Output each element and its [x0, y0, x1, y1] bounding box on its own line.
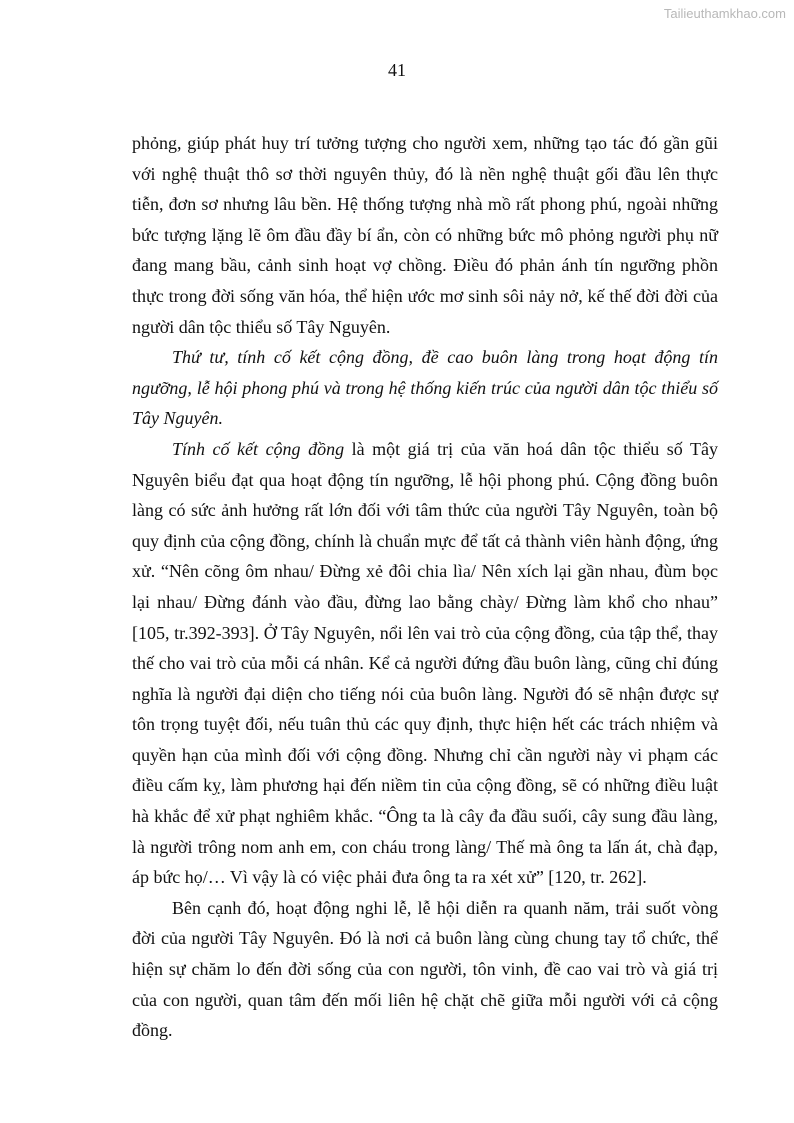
watermark: Tailieuthamkhao.com: [663, 6, 786, 21]
paragraph-3: [132, 434, 718, 893]
paragraph-2-heading: Thứ tư, tính cố kết cộng đồng, đề cao buôn làng trong hoạt động tín ngưỡng, lễ hội phong phú và trong hệ thống kiến trúc của người dân tộc thiểu số Tây Nguyên.: [132, 347, 718, 429]
page-number: 41: [388, 60, 406, 80]
document-body: [132, 128, 718, 1046]
paragraph-3-text: là một giá trị của văn hoá dân tộc thiểu số Tây Nguyên biểu đạt qua hoạt động tín ngưỡng, lễ hội phong phú. Cộng đồng buôn làng có sức ảnh hưởng rất lớn đối với tâm thức của người Tây Nguyên, toàn bộ quy định của cộng đồng, chính là chuẩn mực để tất cả thành viên hành động, ứng xử. “Nên cõng ôm nhau/ Đừng xẻ đôi chia lìa/ Nên xích lại gần nhau, đùm bọc lại nhau/ Đừng đánh vào đầu, đừng lao bằng chày/ Đừng làm khổ cho nhau” [105, tr.392-393]. Ở Tây Nguyên, nổi lên vai trò của cộng đồng, của tập thể, thay thế cho vai trò của mỗi cá nhân. Kể cả người đứng đầu buôn làng, cũng chỉ đúng nghĩa là người đại diện cho tiếng nói của buôn làng. Người đó sẽ nhận được sự tôn trọng tuyệt đối, nếu tuân thủ các quy định, thực hiện hết các trách nhiệm và quyền hạn của mình đối với cộng đồng. Nhưng chỉ cần người này vi phạm các điều cấm kỵ, làm phương hại đến niềm tin của cộng đồng, sẽ có những điều luật hà khắc để xử phạt nghiêm khắc. “Ông ta là cây đa đầu suối, cây sung đầu làng, là người trông nom anh em, con cháu trong làng/ Thế mà ông ta lấn át, chà đạp, áp bức họ/… Vì vậy là có việc phải đưa ông ta ra xét xử” [120, tr. 262].: [132, 438, 718, 888]
paragraph-3-italic-term: Tính cố kết cộng đồng: [172, 438, 345, 459]
paragraph-1: phỏng, giúp phát huy trí tưởng tượng cho người xem, những tạo tác đó gần gũi với nghệ thuật thô sơ thời nguyên thủy, đó là nền nghệ thuật gối đầu lên thực tiễn, đơn sơ nhưng lâu bền. Hệ thống tượng nhà mồ rất phong phú, ngoài những bức tượng lặng lẽ ôm đầu đầy bí ẩn, còn có những bức mô phỏng người phụ nữ đang mang bầu, cảnh sinh hoạt vợ chồng. Điều đó phản ánh tín ngưỡng phồn thực trong đời sống văn hóa, thể hiện ước mơ sinh sôi nảy nở, kế thế đời đời của người dân tộc thiểu số Tây Nguyên.: [132, 133, 718, 337]
paragraph-4: Bên cạnh đó, hoạt động nghi lễ, lễ hội diễn ra quanh năm, trải suốt vòng đời của người Tây Nguyên. Đó là nơi cả buôn làng cùng chung tay tổ chức, thể hiện sự chăm lo đến đời sống của con người, tôn vinh, đề cao vai trò và giá trị của con người, quan tâm đến mối liên hệ chặt chẽ giữa mỗi người với cả cộng đồng.: [132, 897, 718, 1041]
